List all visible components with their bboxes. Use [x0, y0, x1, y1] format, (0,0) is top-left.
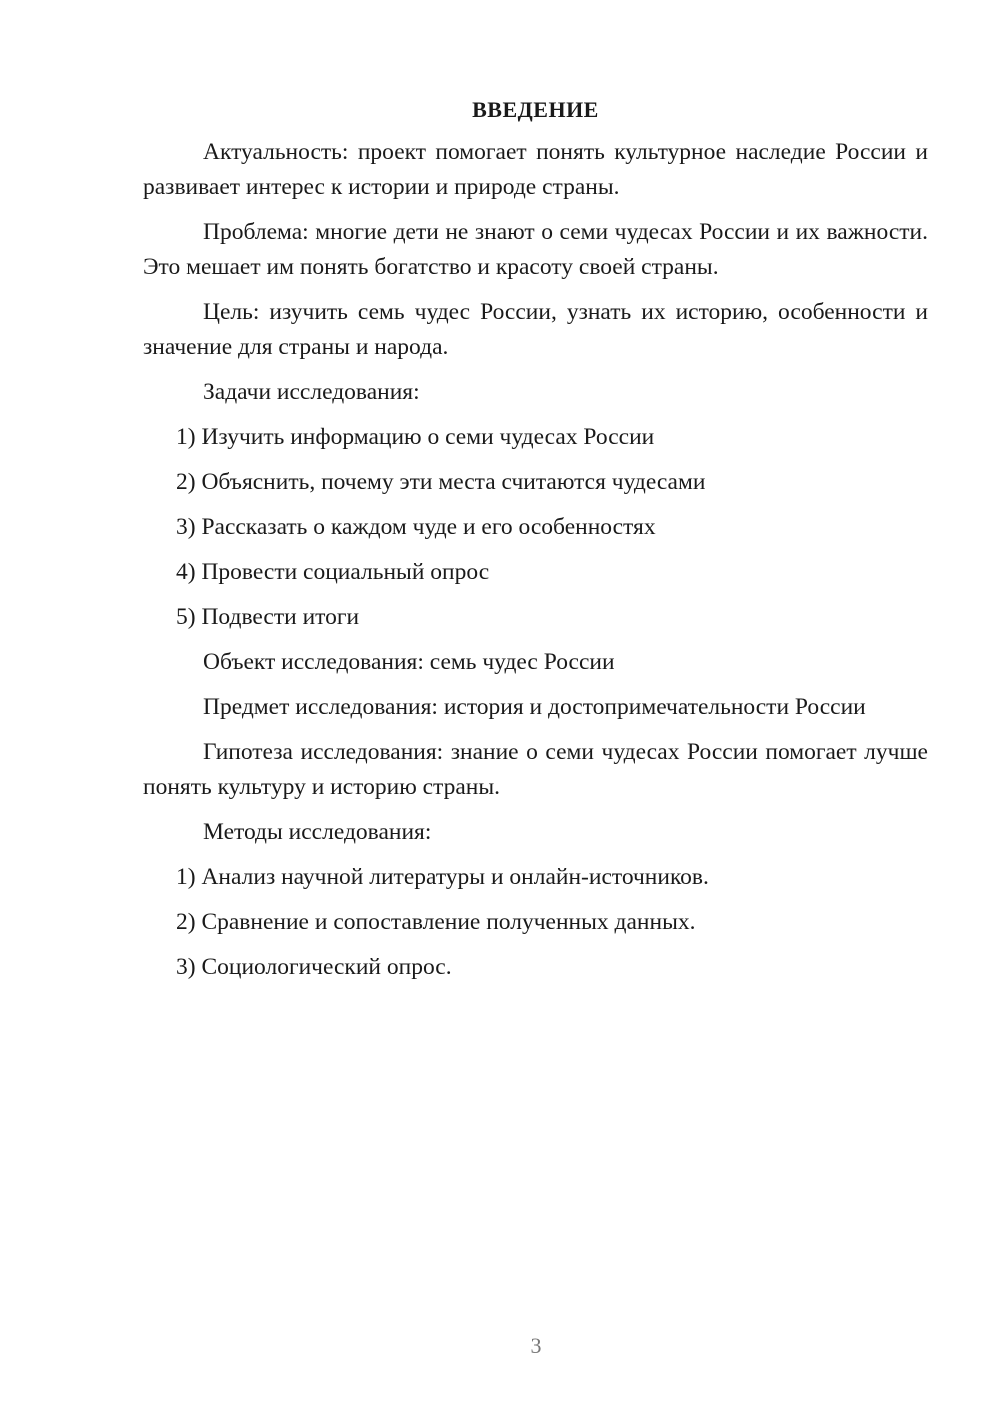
- problem-paragraph: Проблема: многие дети не знают о семи чудесах России и их важности. Это мешает им понять богатство и красоту своей страны.: [143, 219, 928, 280]
- methods-heading: Методы исследования:: [203, 819, 432, 845]
- task-item: 1) Изучить информацию о семи чудесах России: [176, 424, 655, 450]
- section-title: ВВЕДЕНИЕ: [472, 97, 599, 122]
- tasks-heading: Задачи исследования:: [203, 379, 420, 405]
- method-item: 3) Социологический опрос.: [176, 954, 452, 980]
- method-item: 2) Сравнение и сопоставление полученных данных.: [176, 909, 696, 935]
- object-paragraph: Объект исследования: семь чудес России: [203, 649, 615, 675]
- document-body: [143, 92, 928, 995]
- task-item: 2) Объяснить, почему эти места считаются чудесами: [176, 469, 706, 495]
- subject-paragraph: Предмет исследования: история и достопримечательности России: [203, 694, 866, 720]
- hypothesis-paragraph: Гипотеза исследования: знание о семи чудесах России помогает лучше понять культуру и историю страны.: [143, 739, 928, 800]
- method-item: 1) Анализ научной литературы и онлайн-источников.: [176, 864, 709, 890]
- relevance-paragraph: Актуальность: проект помогает понять культурное наследие России и развивает интерес к истории и природе страны.: [143, 139, 928, 200]
- task-item: 3) Рассказать о каждом чуде и его особенностях: [176, 514, 656, 540]
- page-number: 3: [530, 1333, 542, 1358]
- goal-paragraph: Цель: изучить семь чудес России, узнать их историю, особенности и значение для страны и народа.: [143, 299, 928, 360]
- task-item: 4) Провести социальный опрос: [176, 559, 490, 585]
- task-item: 5) Подвести итоги: [176, 604, 360, 630]
